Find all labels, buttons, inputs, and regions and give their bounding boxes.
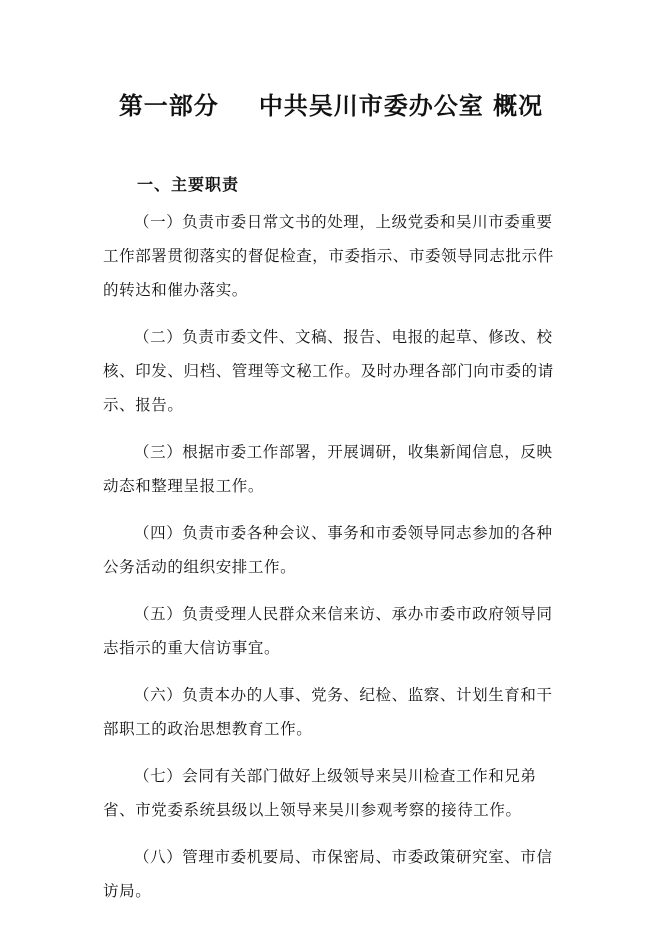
duty-paragraph-3: （三）根据市委工作部署，开展调研，收集新闻信息，反映动态和整理呈报工作。	[103, 443, 553, 495]
duty-paragraph-4: （四）负责市委各种会议、事务和市委领导同志参加的各种公务活动的组织安排工作。	[103, 524, 553, 576]
section-heading: 一、主要职责	[137, 175, 240, 194]
page-title	[0, 86, 662, 121]
title-part: 第一部分	[118, 92, 219, 120]
duties-list	[103, 205, 563, 921]
duty-paragraph-1: （一）负责市委日常文书的处理，上级党委和吴川市委重要工作部署贯彻落实的督促检查，市委指示、市委领导同志批示件的转达和催办落实。	[103, 213, 554, 299]
duty-paragraph-5: （五）负责受理人民群众来信来访、承办市委市政府领导同志指示的重大信访事宜。	[103, 605, 553, 657]
duty-paragraph-7: （七）会同有关部门做好上级领导来吴川检查工作和兄弟省、市党委系统县级以上领导来吴川参观考察的接待工作。	[103, 767, 537, 819]
duty-paragraph-2: （二）负责市委文件、文稿、报告、电报的起草、修改、校核、印发、归档、管理等文秘工作。及时办理各部门向市委的请示、报告。	[103, 328, 554, 414]
duty-paragraph-8: （八）管理市委机要局、市保密局、市委政策研究室、市信访局。	[103, 848, 553, 900]
title-name: 中共吴川市委办公室 概况	[258, 92, 544, 120]
duty-paragraph-6: （六）负责本办的人事、党务、纪检、监察、计划生育和干部职工的政治思想教育工作。	[103, 686, 553, 738]
